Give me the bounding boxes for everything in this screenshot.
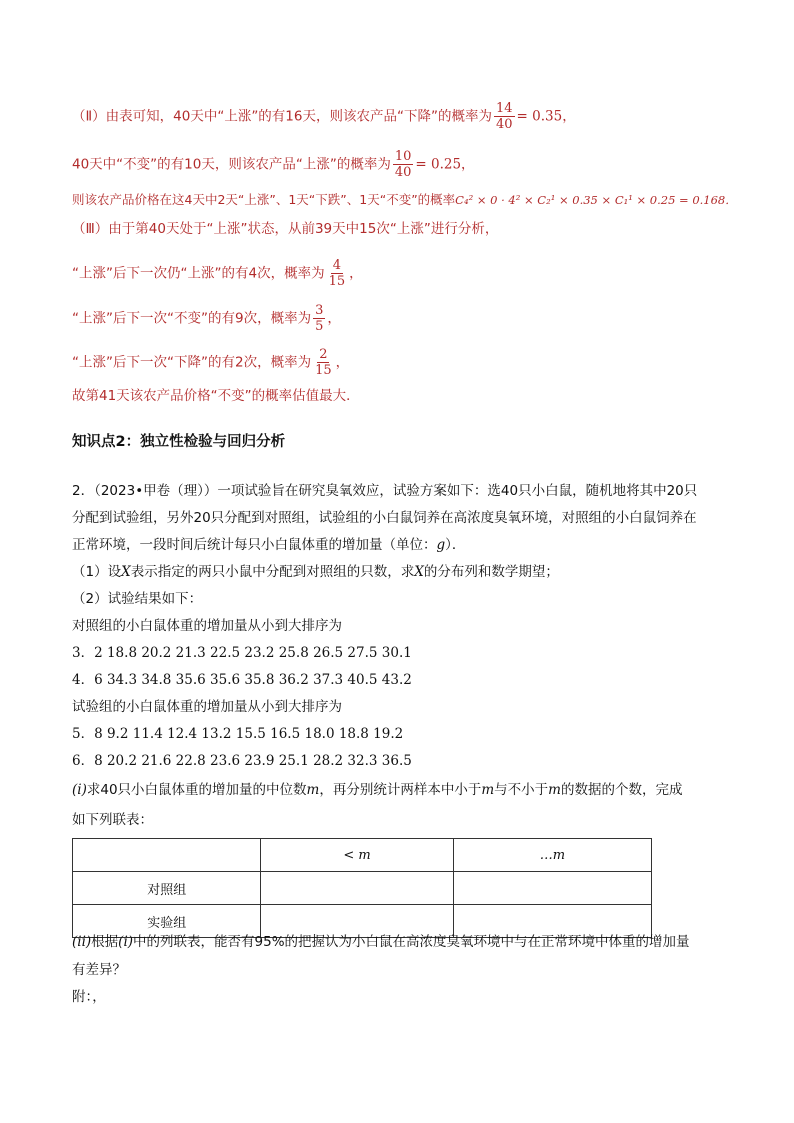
question-ii-line2: 有差异？	[72, 962, 126, 978]
fraction-2-15: $\frac{2}{15}$	[315, 347, 332, 378]
part2-line2-result: = 0.25，	[415, 156, 475, 173]
fraction-3-5: $\frac{3}{5}$	[315, 303, 324, 334]
question-1: （1）设X表示指定的两只小鼠中分配到对照组的只数，求X的分布列和数学期望；	[72, 564, 559, 580]
part3-case2: “上涨”后下一次“不变”的有9次，概率为 $\frac{3}{5}$ ，	[72, 303, 341, 334]
problem-line2: 分配到试验组，另外20只分配到对照组，试验组的小白鼠饲养在高浓度臭氧环境，对照组的小白鼠饲养在	[72, 510, 697, 526]
table-header-cell: < m	[261, 839, 453, 872]
control-data-row2: 4．6 34.3 34.8 35.6 35.6 35.8 36.2 37.3 40.5 43.2	[72, 672, 412, 688]
table-header-cell	[73, 839, 261, 872]
question-i-line2: 如下列联表：	[72, 812, 153, 828]
fraction-10-40: $\frac{10}{40}$	[394, 149, 412, 180]
table-row	[73, 872, 652, 905]
question-i: (i)求40只小白鼠体重的增加量的中位数m，再分别统计两样本中小于m与不小于m的数据的个数，完成	[72, 782, 683, 798]
control-group-title: 对照组的小白鼠体重的增加量从小到大排序为	[72, 618, 342, 634]
appendix-label: 附：，	[72, 989, 106, 1005]
part2-line1-result: = 0.35，	[516, 108, 576, 125]
table-cell	[261, 872, 453, 905]
part2-line3	[72, 190, 737, 210]
part3-intro: （Ⅲ）由于第40天处于“上涨”状态，从前39天中15次“上涨”进行分析，	[72, 221, 499, 237]
table-row-label: 实验组	[73, 905, 261, 938]
part2-line2-text: 40天中“不变”的有10天，则该农产品“上涨”的概率为	[72, 156, 391, 173]
control-data-row1: 3．2 18.8 20.2 21.3 22.5 23.2 25.8 26.5 27.5 30.1	[72, 645, 412, 661]
table-header-row	[73, 839, 652, 872]
part2-line2	[72, 149, 475, 180]
table-header-cell: …m	[453, 839, 651, 872]
trial-data-row1: 5．8 9.2 11.4 12.4 13.2 15.5 16.5 18.0 18.8 19.2	[72, 726, 404, 742]
trial-group-title: 试验组的小白鼠体重的增加量从小到大排序为	[72, 699, 342, 715]
section-heading: 知识点2：独立性检验与回归分析	[72, 434, 286, 450]
problem-line3: 正常环境，一段时间后统计每只小白鼠体重的增加量（单位：g）．	[72, 537, 466, 553]
part2-line3-text: 则该农产品价格在这4天中2天“上涨”、1天“下跌”、1天“不变”的概率	[72, 192, 456, 207]
probability-formula: C₄² × 0 · 4² × C₂¹ × 0.35 × C₁¹ × 0.25 = 0.168．	[455, 193, 737, 207]
part3-case1: “上涨”后下一次仍“上涨”的有4次，概率为 $\frac{4}{15}$ ，	[72, 258, 363, 289]
table-row-label: 对照组	[73, 872, 261, 905]
question-2: （2）试验结果如下：	[72, 591, 203, 607]
part2-line1-text: （Ⅱ）由表可知，40天中“上涨”的有16天，则该农产品“下降”的概率为	[72, 108, 492, 125]
table-cell	[453, 872, 651, 905]
part3-conclusion: 故第41天该农产品价格“不变”的概率估值最大．	[72, 388, 360, 404]
trial-data-row2: 6．8 20.2 21.6 22.8 23.6 23.9 25.1 28.2 32.3 36.5	[72, 753, 412, 769]
contingency-table	[72, 838, 652, 938]
fraction-14-40: $\frac{14}{40}$	[495, 101, 513, 132]
part2-line1	[72, 101, 576, 132]
fraction-4-15: $\frac{4}{15}$	[328, 258, 346, 289]
part3-case3: “上涨”后下一次“下降”的有2次，概率为 $\frac{2}{15}$ ，	[72, 347, 350, 378]
problem-line1: 2．（2023•甲卷（理））一项试验旨在研究臭氧效应，试验方案如下：选40只小白鼠，随机地将其中20只	[72, 483, 698, 499]
question-ii: (ii)根据(i)中的列联表，能否有95%的把握认为小白鼠在高浓度臭氧环境中与在正常环境中体重的增加量	[72, 934, 690, 950]
